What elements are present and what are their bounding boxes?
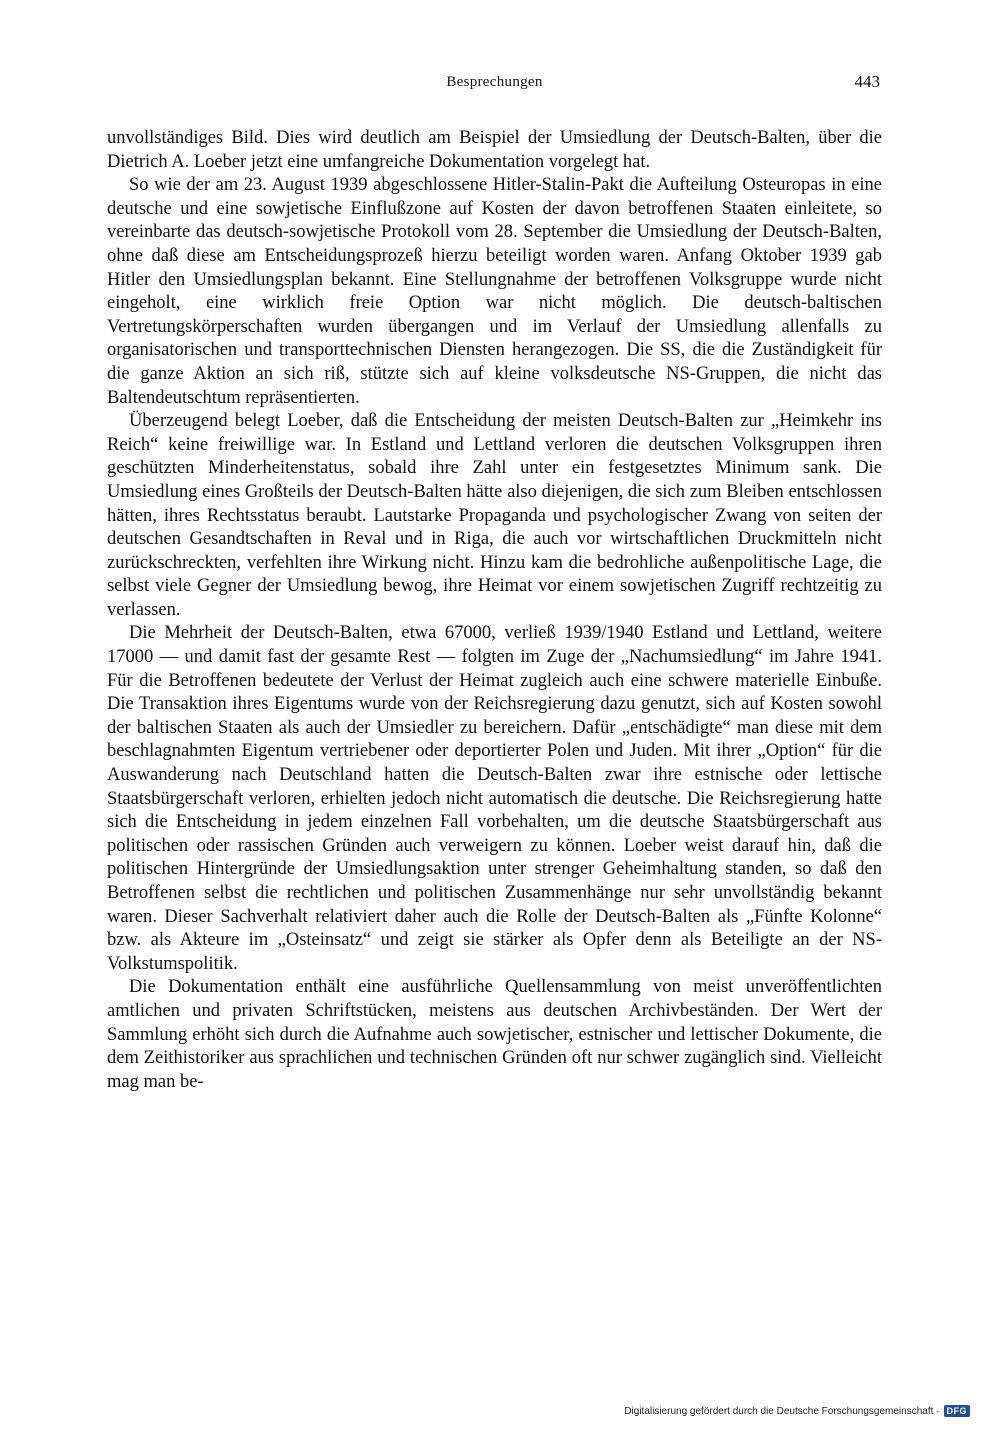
paragraph-pact: So wie der am 23. August 1939 abgeschlossene Hitler-Stalin-Pakt die Aufteilung Osteuropas in eine deutsche und eine sowjetische Einflußzone auf Kosten der davon betroffenen Staaten einleitete, so vereinbarte das deutsch-sowjetische Protokoll vom 28. September die Umsiedlung der Deutsch-Balten, ohne daß diese am Entscheidungsprozeß hierzu beteiligt worden waren. Anfang Oktober 1939 gab Hitler den Umsiedlungsplan bekannt. Eine Stellungnahme der betroffenen Volksgruppe wurde nicht eingeholt, eine wirklich freie Option war nicht möglich. Die deutsch-baltischen Vertretungskörperschaften wurden übergangen und im Verlauf der Umsiedlung allenfalls zu organisatorischen und transporttechnischen Diensten herangezogen. Die SS, die die Zuständigkeit für die ganze Aktion an sich riß, stützte sich auf kleine volksdeutsche NS-Gruppen, die nicht das Baltendeutschtum repräsentierten. (107, 175, 882, 408)
running-head (107, 74, 882, 100)
running-title: Besprechungen (446, 74, 543, 90)
credit-text: Digitalisierung gefördert durch die Deutsche Forschungsgemeinschaft · (624, 1405, 940, 1417)
body-text (107, 127, 882, 1094)
paragraph-majority: Die Mehrheit der Deutsch-Balten, etwa 67000, verließ 1939/1940 Estland und Lettland, weitere 17000 — und damit fast der gesamte Rest — folgten im Zuge der „Nachumsiedlung“ im Jahre 1941. Für die Betroffenen bedeutete der Verlust der Heimat zugleich auch eine schwere materielle Einbuße. Die Transaktion ihres Eigentums wurde von der Reichsregierung dazu genutzt, sich auf Kosten sowohl der baltischen Staaten als auch der Umsiedler zu bereichern. Dafür „entschädigte“ man diese mit dem beschlagnahmten Eigentum vertriebener oder deportierter Polen und Juden. Mit ihrer „Option“ für die Auswanderung nach Deutschland hatten die Deutsch-Balten zwar ihre estnische oder lettische Staatsbürgerschaft verloren, erhielten jedoch nicht automatisch die deutsche. Die Reichsregierung hatte sich die Entscheidung in jedem einzelnen Fall vorbehalten, um die deutsche Staatsbürgerschaft aus politischen oder rassischen Gründen auch verweigern zu können. Loeber weist darauf hin, daß die politischen Hintergründe der Umsiedlungsaktion unter strenger Geheimhaltung standen, so daß den Betroffenen selbst die rechtlichen und politischen Zusammenhänge nur sehr unvollständig bekannt waren. Dieser Sachverhalt relativiert daher auch die Rolle der Deutsch-Balten als „Fünfte Kolonne“ bzw. als Akteure im „Osteinsatz“ und zeigt sie stärker als Opfer denn als Beteiligte an der NS-Volkstumspolitik. (107, 623, 882, 974)
paragraph-documentation: Die Dokumentation enthält eine ausführliche Quellensammlung von meist unveröffentlichten amtlichen und privaten Schriftstücken, meistens aus deutschen Archivbeständen. Der Wert der Sammlung erhöht sich durch die Aufnahme auch sowjetischer, estnischer und lettischer Dokumente, die dem Zeithistoriker aus sprachlichen und technischen Gründen oft nur schwer zugänglich sind. Vielleicht mag man be- (107, 977, 882, 1092)
page-number: 443 (854, 72, 880, 91)
digitization-credit (624, 1405, 970, 1417)
dfg-logo: DFG (944, 1405, 971, 1417)
paragraph-decision: Überzeugend belegt Loeber, daß die Entscheidung der meisten Deutsch-Balten zur „Heimkehr ins Reich“ keine freiwillige war. In Estland und Lettland verloren die deutschen Volksgruppen ihren geschützten Minderheitenstatus, sobald ihre Zahl unter ein festgesetztes Minimum sank. Die Umsiedlung eines Großteils der Deutsch-Balten hätte also diejenigen, die sich zum Bleiben entschlossen hätten, ihres Rechtsstatus beraubt. Lautstarke Propaganda und psychologischer Zwang von seiten der deutschen Gesandtschaften in Reval und in Riga, die auch vor wirtschaftlichen Druckmitteln nicht zurückschreckten, verfehlten ihre Wirkung nicht. Hinzu kam die bedrohliche außenpolitische Lage, die selbst viele Gegner der Umsiedlung bewog, ihre Heimat vor einem sowjetischen Zugriff rechtzeitig zu verlassen. (107, 411, 882, 620)
paragraph-continuation: unvollständiges Bild. Dies wird deutlich am Beispiel der Umsiedlung der Deutsch-Balten, über die Dietrich A. Loeber jetzt eine umfangreiche Dokumentation vorgelegt hat. (107, 128, 882, 172)
